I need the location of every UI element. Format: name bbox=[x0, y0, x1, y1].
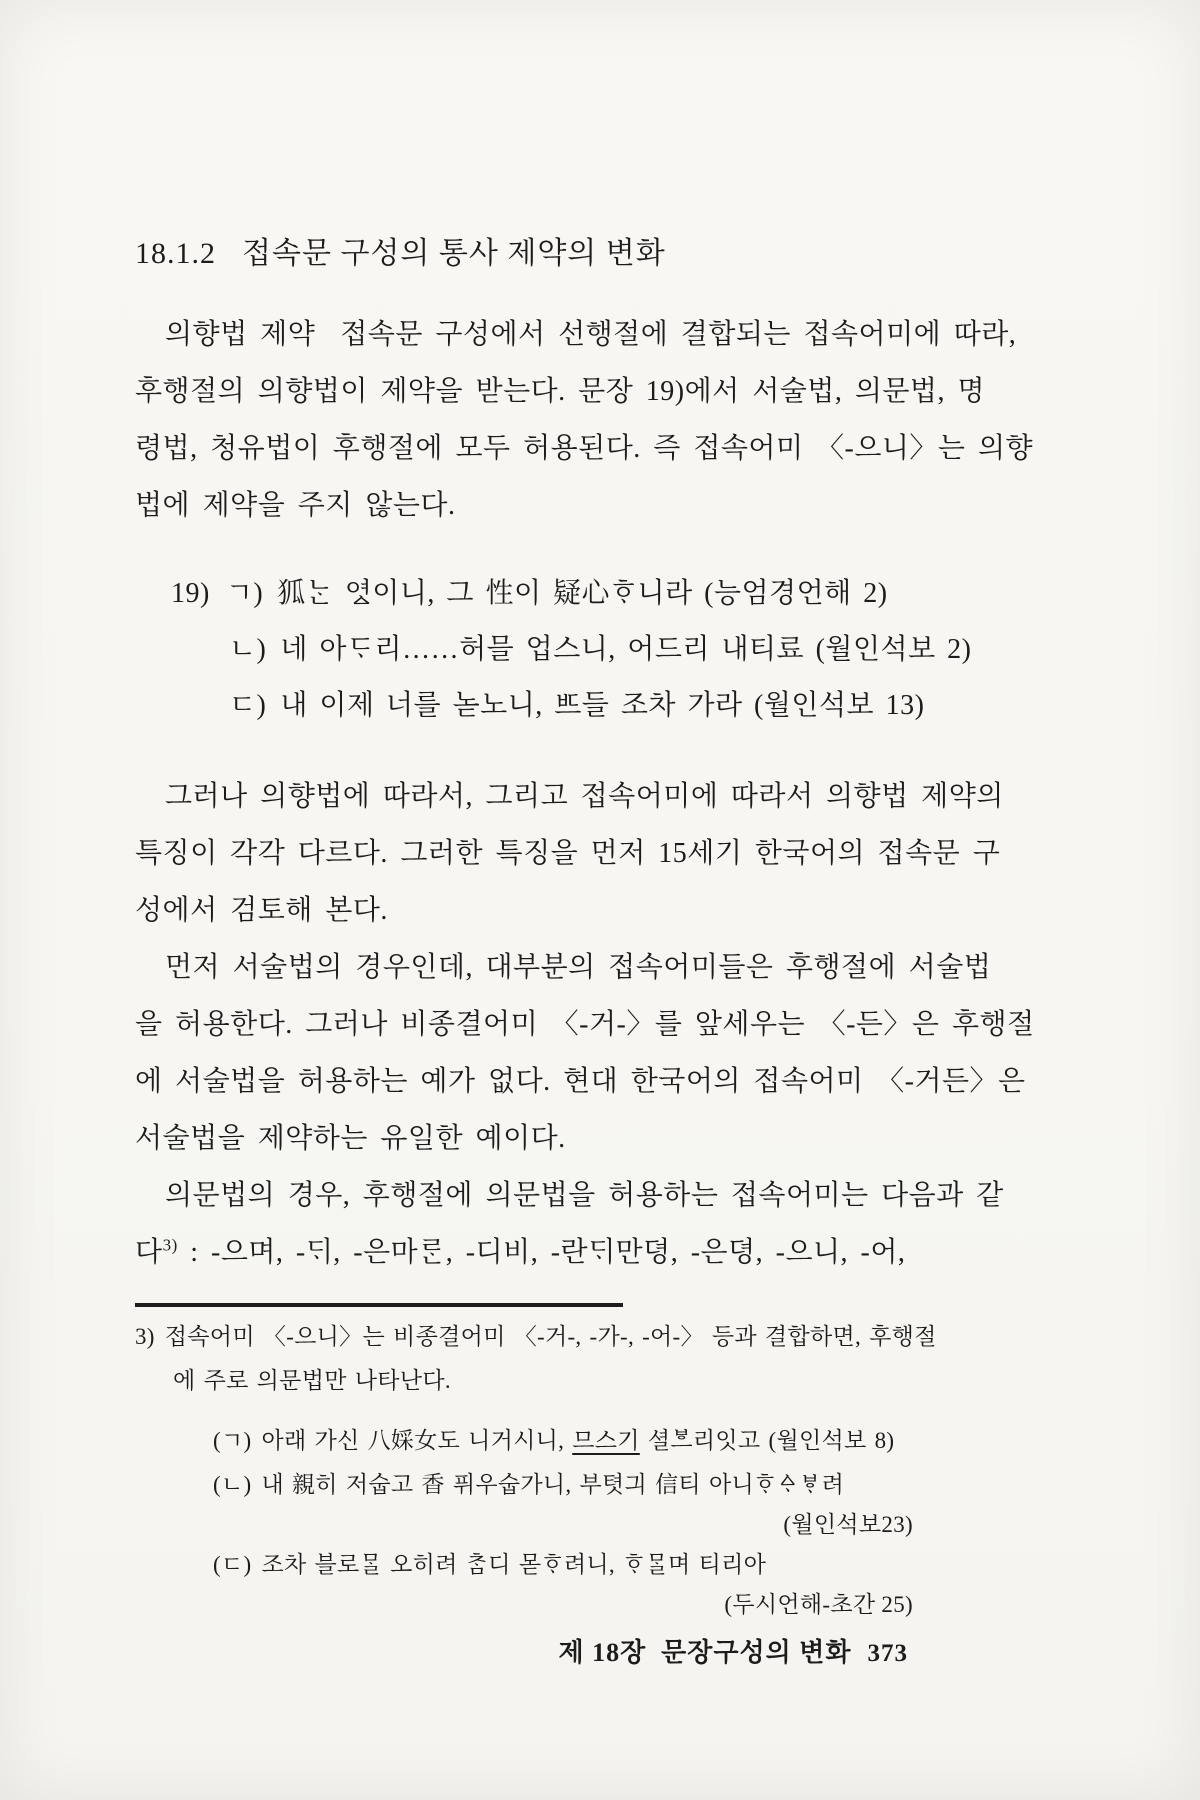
footnote-example bbox=[213, 1543, 913, 1587]
example-label: (ㄱ) bbox=[213, 1428, 252, 1453]
text-line: 성에서 검토해 본다. bbox=[135, 895, 388, 926]
text-line: 후행절의 의향법이 제약을 받는다. 문장 19)에서 서술법, 의문법, 명 bbox=[135, 376, 986, 407]
footnote-example-group bbox=[135, 1419, 913, 1623]
example-item bbox=[229, 622, 972, 678]
text-line bbox=[135, 1224, 913, 1281]
footnote-marker: 3) bbox=[135, 1324, 155, 1349]
example-text: 조차 블로ᄆᆞᆯ 오히려 ᄎᆞᆷ디 몯ᄒᆞ려니, ᄒᆞᄆᆞᆯ며 티리아 bbox=[261, 1552, 767, 1577]
example-label: (ㄴ) bbox=[213, 1472, 252, 1497]
example-text: 내 親히 저숩고 香 퓌우숩가니, 부텻긔 信티 아니ᄒᆞᅀᆞᄫᆞ려 bbox=[261, 1472, 845, 1497]
paragraph bbox=[135, 1167, 1004, 1281]
running-footer bbox=[558, 1632, 908, 1669]
section-number: 18.1.2 bbox=[135, 237, 216, 270]
text-line: 법에 제약을 주지 않는다. bbox=[135, 490, 456, 521]
footnote-example bbox=[213, 1463, 913, 1507]
example-text: 아래 가신 八婇女도 니거시니, bbox=[261, 1428, 573, 1453]
text-segment: : -으며, -ᄃᆡ, -은마ᄅᆞᆫ, -디비, -란ᄃᆡ만뎡, -은뎡, -으니, -어, bbox=[177, 1237, 906, 1268]
text-column bbox=[135, 228, 1035, 1623]
text-line: 서술법을 제약하는 유일한 예이다. bbox=[135, 1123, 566, 1154]
example-label: ㄴ) bbox=[229, 634, 267, 665]
example-text: 내 이제 너를 녿노니, ᄠᅳ들 조차 가라 (월인석보 13) bbox=[280, 690, 925, 721]
text-line: 그러나 의향법에 따라서, 그리고 접속어미에 따라서 의향법 제약의 bbox=[165, 781, 1004, 812]
citation-line: (두시언해-초간 25) bbox=[724, 1592, 913, 1617]
example-item bbox=[229, 678, 925, 734]
example-label: ㄱ) bbox=[225, 578, 264, 609]
footnote-example bbox=[213, 1419, 913, 1463]
example-text: 셜ᄫᅳ리잇고 (월인석보 8) bbox=[639, 1428, 895, 1453]
footnote-line: 에 주로 의문법만 나타난다. bbox=[173, 1368, 451, 1393]
paragraph bbox=[135, 768, 1004, 939]
section-title: 접속문 구성의 통사 제약의 변화 bbox=[242, 237, 666, 270]
example-label: (ㄷ) bbox=[213, 1552, 252, 1577]
page-number: 373 bbox=[867, 1640, 908, 1667]
example-text: 狐ᄂᆞᆫ 여ᇫ이니, 그 性이 疑心ᄒᆞ니라 (능엄경언해 2) bbox=[277, 578, 888, 609]
text-line: 에 서술법을 허용하는 예가 없다. 현대 한국어의 접속어미 〈-거든〉은 bbox=[135, 1066, 1026, 1097]
footnote-separator-rule bbox=[135, 1303, 623, 1307]
text-line: 먼저 서술법의 경우인데, 대부분의 접속어미들은 후행절에 서술법 bbox=[165, 952, 992, 983]
text-line: 령법, 청유법이 후행절에 모두 허용된다. 즉 접속어미 〈-으니〉는 의향 bbox=[135, 433, 1034, 464]
footnote-line bbox=[135, 1315, 937, 1359]
chapter-title: 제 18장 문장구성의 변화 bbox=[558, 1638, 852, 1667]
citation-line: (월인석보23) bbox=[783, 1512, 913, 1537]
footnote bbox=[135, 1315, 937, 1623]
numbered-example-block bbox=[171, 566, 972, 734]
section-heading bbox=[135, 228, 913, 272]
text-line: 특징이 각각 다르다. 그러한 특징을 먼저 15세기 한국어의 접속문 구 bbox=[135, 838, 1001, 869]
text-line: 을 허용한다. 그러나 비종결어미 〈-거-〉를 앞세우는 〈-든〉은 후행절 bbox=[135, 1009, 1035, 1040]
example-item bbox=[171, 566, 913, 622]
text-line: 의문법의 경우, 후행절에 의문법을 허용하는 접속어미는 다음과 같 bbox=[165, 1180, 1004, 1211]
text-segment: 다 bbox=[135, 1237, 163, 1268]
paragraph bbox=[135, 939, 1035, 1167]
text-line: 의향법 제약 접속문 구성에서 선행절에 결합되는 접속어미에 따라, bbox=[165, 319, 1017, 350]
example-text: 네 아ᄃᆞ리……허믈 업스니, 어드리 내티료 (월인석보 2) bbox=[280, 634, 972, 665]
footnote-text: 접속어미 〈-으니〉는 비종결어미 〈-거-, -가-, -어-〉 등과 결합하면, 후행절 bbox=[164, 1324, 937, 1349]
example-label: ㄷ) bbox=[229, 690, 267, 721]
paragraph bbox=[135, 306, 1034, 534]
footnote-reference: 3) bbox=[162, 1235, 178, 1255]
example-number: 19) bbox=[171, 578, 210, 609]
underlined-word: 므스기 bbox=[572, 1428, 640, 1453]
